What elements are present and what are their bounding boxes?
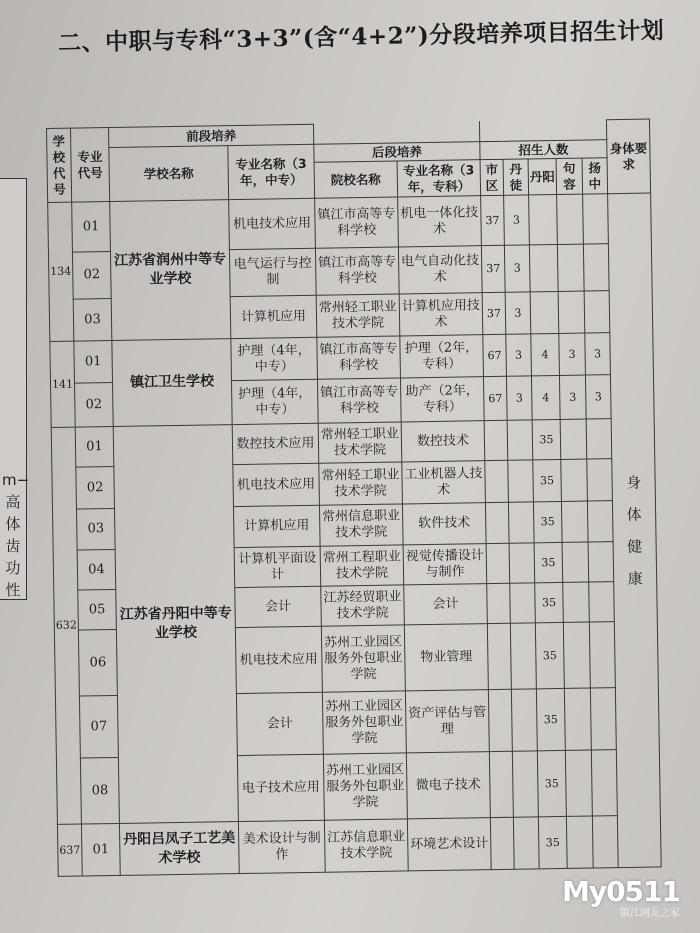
major-code-cell: 02	[72, 252, 111, 300]
major-name-cell: 电子技术应用	[237, 754, 324, 821]
college-name-cell: 常州轻工职业技术学院	[319, 462, 403, 505]
body-requirement-char: 康	[627, 569, 643, 588]
enroll-jurong-cell	[565, 750, 592, 816]
school-name-cell: 镇江卫生学校	[112, 339, 232, 427]
major-code-cell: 04	[77, 549, 116, 590]
enroll-jurong-cell	[557, 194, 584, 244]
enroll-yangzhong-cell	[587, 459, 613, 501]
enroll-yangzhong-cell: 3	[585, 333, 611, 375]
enroll-jurong-cell	[558, 291, 585, 333]
enroll-danyang-cell: 4	[531, 333, 560, 375]
back-major-cell: 计算机应用技术	[399, 293, 483, 336]
enroll-dantu-cell	[509, 543, 535, 583]
college-name-cell: 镇江市高等专科学校	[315, 247, 399, 295]
major-code-cell: 02	[75, 382, 114, 427]
back-major-cell: 工业机器人技术	[402, 461, 486, 504]
previous-page-char: 体	[5, 515, 21, 533]
header-enrollment: 招生人数	[480, 140, 607, 160]
college-name-cell: 苏州工业园区服务外包职业学院	[323, 753, 407, 820]
major-code-cell: 01	[72, 202, 111, 253]
body-requirement-char: 体	[626, 505, 642, 524]
enroll-yangzhong-cell	[589, 582, 615, 622]
enroll-danyang-cell: 35	[536, 688, 565, 750]
enroll-jurong-cell	[562, 542, 589, 582]
back-major-cell: 微电子技术	[406, 752, 490, 819]
previous-page-char: m−	[2, 471, 30, 489]
enroll-dantu-cell: 3	[504, 245, 530, 292]
major-code-cell: 05	[78, 589, 117, 630]
enroll-dantu-cell	[510, 623, 536, 689]
enroll-dantu-cell	[508, 460, 534, 502]
enroll-yangzhong-cell: 3	[585, 375, 611, 419]
header-body-requirement: 身体要求	[606, 119, 650, 194]
major-name-cell: 机电技术应用	[233, 463, 320, 506]
header-school-name: 学校名称	[109, 146, 229, 202]
enroll-city-cell	[487, 583, 511, 623]
major-name-cell: 数控技术应用	[232, 423, 319, 464]
college-name-cell: 江苏信息职业技术学院	[324, 819, 408, 872]
enroll-city-cell	[486, 543, 510, 583]
college-name-cell: 苏州工业园区服务外包职业学院	[321, 625, 405, 692]
back-major-cell: 机电一体化技术	[398, 196, 482, 247]
enroll-dantu-cell: 3	[506, 334, 532, 376]
watermark-logo: My0511	[561, 875, 680, 908]
enroll-danyang-cell: 4	[531, 375, 560, 419]
body-requirement-char: 身	[625, 473, 642, 492]
major-code-cell: 07	[79, 695, 118, 758]
watermark-site: 镇江网友之家	[620, 908, 680, 919]
enroll-city-cell: 37	[481, 195, 505, 245]
school-name-cell: 江苏省丹阳中等专业学校	[113, 425, 238, 824]
back-major-cell: 资产评估与管理	[405, 690, 489, 753]
page-title: 二、中职与专科“3+3”(含“4+2”)分段培养项目招生计划	[57, 17, 665, 57]
major-code-cell: 03	[76, 508, 115, 550]
header-back-training: 后段培养	[314, 142, 480, 163]
previous-page-edge	[0, 178, 30, 600]
enroll-jurong-cell	[563, 582, 590, 622]
major-name-cell: 电气运行与控制	[229, 248, 316, 296]
enroll-city-cell: 67	[483, 334, 507, 376]
enroll-city-cell	[485, 460, 509, 502]
header-danyang: 丹阳	[528, 158, 557, 194]
watermark	[530, 875, 680, 919]
enroll-jurong-cell	[560, 419, 587, 459]
header-major-code: 专业代号	[71, 128, 110, 203]
enroll-danyang-cell: 35	[538, 816, 567, 868]
enroll-danyang-cell: 35	[535, 582, 564, 622]
enroll-danyang-cell	[530, 291, 559, 333]
enroll-danyang-cell: 35	[533, 501, 562, 542]
enroll-yangzhong-cell	[591, 750, 617, 816]
college-name-cell: 江苏经贸职业技术学院	[321, 585, 405, 626]
major-name-cell: 会计	[235, 586, 322, 627]
major-name-cell: 护理（4年，中专）	[231, 379, 318, 424]
back-major-cell: 会计	[404, 584, 488, 625]
enroll-city-cell: 67	[483, 376, 507, 420]
major-name-cell: 机电技术应用	[229, 198, 316, 249]
major-code-cell: 01	[74, 340, 113, 383]
major-code-cell: 08	[80, 757, 119, 824]
enroll-city-cell	[489, 751, 513, 817]
back-major-cell: 助产（2年，专科）	[400, 377, 484, 422]
back-major-cell: 物业管理	[404, 624, 488, 691]
enroll-yangzhong-cell	[583, 194, 609, 244]
college-name-cell: 镇江市高等专科学校	[317, 378, 401, 423]
header-dantu: 丹徒	[503, 159, 529, 195]
back-major-cell: 环境艺术设计	[407, 818, 491, 871]
major-code-cell: 01	[81, 823, 120, 876]
enroll-yangzhong-cell	[592, 816, 618, 868]
enroll-dantu-cell	[510, 583, 536, 623]
enroll-jurong-cell	[564, 688, 591, 750]
major-name-cell: 美术设计与制作	[238, 820, 325, 873]
enroll-yangzhong-cell	[586, 419, 612, 459]
enroll-jurong-cell	[561, 459, 588, 501]
enroll-yangzhong-cell	[587, 501, 613, 542]
enroll-danyang-cell	[529, 194, 558, 244]
enroll-jurong-cell	[566, 816, 593, 868]
enroll-danyang-cell: 35	[532, 419, 561, 459]
header-front-training: 前段培养	[109, 124, 314, 147]
enroll-city-cell: 37	[482, 292, 506, 334]
header-yangzhong: 扬中	[582, 158, 608, 194]
enroll-city-cell	[488, 689, 512, 751]
enroll-dantu-cell	[513, 817, 539, 869]
college-name-cell: 常州轻工职业技术学院	[318, 422, 402, 463]
college-name-cell: 镇江市高等专科学校	[315, 197, 399, 248]
enroll-danyang-cell: 35	[533, 459, 562, 501]
enroll-danyang-cell	[529, 244, 558, 291]
enroll-dantu-cell: 3	[506, 376, 532, 420]
school-name-cell: 江苏省润州中等专业学校	[110, 200, 231, 341]
enroll-city-cell	[487, 623, 511, 689]
previous-page-char: 高	[5, 493, 21, 511]
major-name-cell: 机电技术应用	[235, 626, 322, 693]
back-major-cell: 护理（2年，专科）	[400, 335, 484, 378]
header-jurong: 句容	[556, 158, 583, 194]
back-major-cell: 电气自动化技术	[398, 246, 482, 294]
enroll-city-cell	[485, 502, 509, 543]
header-city: 市区	[480, 159, 504, 195]
school-code-cell: 637	[57, 824, 82, 876]
school-name-cell: 丹阳吕凤子工艺美术学校	[119, 822, 239, 876]
enroll-yangzhong-cell	[589, 622, 615, 688]
table-body	[48, 193, 662, 876]
college-name-cell: 苏州工业园区服务外包职业学院	[322, 691, 406, 754]
enroll-danyang-cell: 35	[534, 542, 563, 582]
enroll-yangzhong-cell	[583, 244, 609, 291]
major-name-cell: 计算机应用	[233, 505, 320, 547]
enroll-danyang-cell: 35	[537, 750, 566, 816]
previous-page-char: 功	[5, 559, 21, 577]
body-requirement-char: 健	[626, 537, 643, 556]
enroll-jurong-cell	[557, 244, 584, 291]
back-major-cell: 数控技术	[401, 421, 485, 462]
back-major-cell: 软件技术	[402, 503, 486, 545]
previous-page-text	[2, 469, 30, 601]
enroll-dantu-cell: 3	[505, 292, 531, 334]
enroll-dantu-cell	[511, 689, 537, 751]
major-name-cell: 计算机平面设计	[234, 546, 321, 587]
enroll-jurong-cell	[561, 501, 588, 542]
college-name-cell: 镇江市高等专科学校	[317, 336, 401, 379]
enroll-jurong-cell: 3	[559, 375, 586, 419]
major-code-cell: 01	[75, 426, 114, 467]
enroll-danyang-cell: 35	[535, 622, 564, 688]
enroll-jurong-cell	[563, 622, 590, 688]
major-code-cell: 03	[73, 298, 112, 341]
college-name-cell: 常州信息职业技术学院	[319, 504, 403, 546]
enroll-jurong-cell: 3	[559, 333, 586, 375]
major-code-cell: 02	[76, 466, 115, 509]
enroll-yangzhong-cell	[590, 688, 616, 750]
enroll-yangzhong-cell	[584, 291, 610, 333]
header-college-name: 院校名称	[314, 161, 398, 198]
enroll-dantu-cell	[512, 751, 538, 817]
table-row	[57, 815, 661, 876]
back-major-cell: 视觉传播设计与制作	[403, 544, 487, 585]
header-spacer	[313, 122, 479, 145]
header-school-code: 学校代号	[47, 128, 72, 202]
enroll-yangzhong-cell	[588, 542, 614, 582]
enroll-dantu-cell: 3	[504, 195, 530, 245]
school-code-cell: 134	[48, 202, 74, 341]
enroll-dantu-cell	[508, 502, 534, 543]
college-name-cell: 常州工程职业技术学院	[320, 545, 404, 586]
header-back-major: 专业名称（3年，专科）	[397, 160, 481, 197]
enroll-dantu-cell	[507, 420, 533, 460]
major-code-cell: 06	[78, 629, 117, 696]
major-name-cell: 计算机应用	[230, 295, 317, 338]
school-code-cell: 141	[50, 341, 75, 427]
previous-page-char: 性	[5, 581, 21, 599]
enrollment-plan-table	[46, 119, 662, 877]
previous-page-char: 齿	[5, 537, 21, 555]
major-name-cell: 会计	[236, 692, 323, 755]
enroll-city-cell: 37	[481, 245, 505, 292]
enroll-city-cell	[484, 420, 508, 460]
header-spacer-2	[479, 120, 606, 142]
major-name-cell: 护理（4年，中专）	[231, 337, 318, 380]
school-code-cell: 632	[51, 427, 81, 824]
college-name-cell: 常州轻工职业技术学院	[316, 294, 400, 337]
header-major-name: 专业名称（3年，中专）	[228, 144, 315, 199]
enroll-city-cell	[490, 817, 514, 869]
